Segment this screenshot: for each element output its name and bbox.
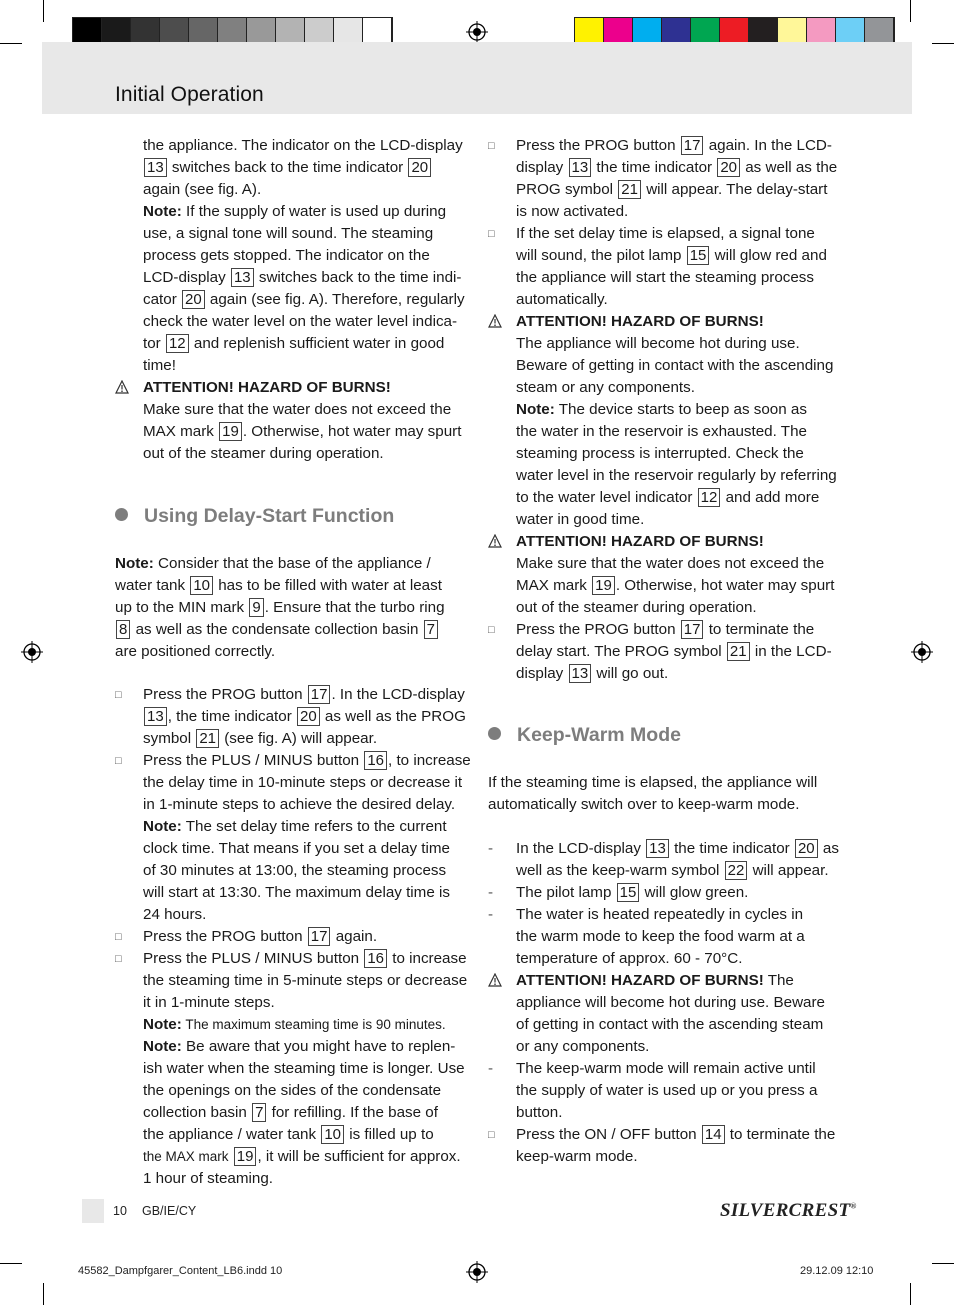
ref-13: 13: [144, 707, 167, 726]
text-line: out of the steamer during operation.: [143, 445, 384, 462]
text-line: time!: [143, 357, 176, 374]
text-line: well as the keep-warm symbol 22 will appear.: [516, 862, 829, 879]
registration-mark-icon: [466, 1261, 488, 1283]
text-line: 8 as well as the condensate collection basin 7: [115, 619, 439, 641]
ref-20: 20: [408, 158, 431, 177]
text-line: the delay time in 10-minute steps or decrease it: [143, 774, 463, 791]
print-date: 29.12.09 12:10: [800, 1265, 874, 1277]
crop-mark: [910, 0, 911, 22]
text-line: If the steaming time is elapsed, the appliance will: [488, 774, 818, 791]
section-heading-delay-start: Using Delay-Start Function: [115, 505, 394, 528]
ref-17: 17: [681, 136, 704, 155]
ref-13: 13: [569, 158, 592, 177]
warning-triangle-icon: [488, 314, 502, 328]
section-heading-keep-warm: Keep-Warm Mode: [488, 724, 681, 747]
text-line: The appliance will become hot during use.: [516, 335, 800, 352]
text-line: button.: [516, 1104, 563, 1121]
text-line: 1 hour of steaming.: [143, 1170, 274, 1187]
text-line: again (see fig. A).: [143, 181, 262, 198]
crop-mark: [43, 0, 44, 22]
crop-mark: [0, 1263, 22, 1264]
text-line: MAX mark 19 . Otherwise, hot water may spurt: [516, 577, 835, 594]
text-line: 24 hours.: [143, 906, 207, 923]
ref-21: 21: [618, 180, 641, 199]
text-line: the warm mode to keep the food warm at a: [516, 928, 805, 945]
page-title: Initial Operation: [115, 83, 264, 106]
ref-10: 10: [190, 576, 213, 595]
text-line: will sound, the pilot lamp 15 will glow red and: [516, 247, 827, 264]
crop-mark: [932, 43, 954, 44]
text-line: it in 1-minute steps.: [143, 994, 275, 1011]
text-line: 13 switches back to the time indicator 20: [143, 157, 432, 179]
ref-15: 15: [617, 883, 640, 902]
ref-20: 20: [182, 290, 205, 309]
bullet-dot-icon: [115, 508, 128, 521]
note-line: Note: Be aware that you might have to replen-: [143, 1038, 456, 1055]
ref-15: 15: [687, 246, 710, 265]
text-line: Beware of getting in contact with the ascending: [516, 357, 834, 374]
ref-22: 22: [725, 861, 748, 880]
bullet-dot-icon: [488, 727, 501, 740]
text-line: the openings on the sides of the condensate: [143, 1082, 442, 1099]
text-line: display 13 the time indicator 20 as well as the: [516, 159, 838, 176]
ref-8: 8: [116, 620, 130, 639]
note-line: Note: The device starts to beep as soon as: [516, 401, 807, 418]
text-line: the appliance. The indicator on the LCD-display: [143, 137, 463, 154]
text-line: water level in the reservoir regularly by referring: [516, 467, 837, 484]
text-line: use, a signal tone will sound. The steaming: [143, 225, 434, 242]
text-line: PROG symbol 21 will appear. The delay-start: [516, 181, 828, 198]
ref-17: 17: [308, 685, 331, 704]
ref-12: 12: [166, 334, 189, 353]
brand-logo: SILVERCREST®: [720, 1200, 857, 1221]
ref-12: 12: [698, 488, 721, 507]
text-line: appliance will become hot during use. Beware: [516, 994, 825, 1011]
crop-mark: [910, 1283, 911, 1305]
registration-mark-icon: [911, 641, 933, 663]
text-line: to the water level indicator 12 and add more: [516, 489, 820, 506]
page-number: 10: [113, 1204, 127, 1218]
ref-14: 14: [702, 1125, 725, 1144]
warning-triangle-icon: [488, 973, 502, 987]
text-line: cator 20 again (see fig. A). Therefore, regularly: [143, 291, 465, 308]
text-line: collection basin 7 for refilling. If the base of: [143, 1104, 438, 1121]
ref-19: 19: [234, 1147, 257, 1166]
text-line: of getting in contact with the ascending steam: [516, 1016, 824, 1033]
ref-13: 13: [231, 268, 254, 287]
page-header: [42, 42, 912, 114]
ref-20: 20: [795, 839, 818, 858]
warning-triangle-icon: [115, 380, 129, 394]
registration-mark-icon: [21, 641, 43, 663]
ref-19: 19: [219, 422, 242, 441]
text-line: display 13 will go out.: [516, 665, 669, 682]
crop-mark: [0, 43, 22, 44]
text-line: water tank 10 has to be filled with water at least: [115, 577, 442, 594]
file-info: 45582_Dampfgarer_Content_LB6.indd 10: [78, 1265, 283, 1277]
registration-mark-icon: [466, 21, 488, 43]
text-line: in 1-minute steps to achieve the desired delay.: [143, 796, 456, 813]
text-line: of 30 minutes at 13:00, the steaming process: [143, 862, 447, 879]
ref-19: 19: [592, 576, 615, 595]
ref-16: 16: [364, 751, 387, 770]
text-line: the supply of water is used up or you press a: [516, 1082, 818, 1099]
ref-17: 17: [308, 927, 331, 946]
text-line: automatically.: [516, 291, 608, 308]
ref-20: 20: [717, 158, 740, 177]
text-line: the appliance / water tank 10 is filled up to: [143, 1126, 434, 1143]
text-line: clock time. That means if you set a delay time: [143, 840, 450, 857]
ref-9: 9: [249, 598, 263, 617]
ref-20: 20: [297, 707, 320, 726]
text-line: steam or any components.: [516, 379, 695, 396]
text-line: 13 , the time indicator 20 as well as the PROG: [143, 706, 466, 728]
text-line: is now activated.: [516, 203, 629, 220]
text-line: up to the MIN mark 9 . Ensure that the turbo ring: [115, 599, 445, 616]
text-line: are positioned correctly.: [115, 643, 276, 660]
ref-17: 17: [681, 620, 704, 639]
ref-21: 21: [196, 729, 219, 748]
text-line: the steaming time in 5-minute steps or decrease: [143, 972, 468, 989]
region-code: GB/IE/CY: [142, 1204, 197, 1218]
text-line: Make sure that the water does not exceed the: [143, 401, 452, 418]
text-line: check the water level on the water level indica-: [143, 313, 458, 330]
ref-7: 7: [252, 1103, 266, 1122]
text-line: LCD-display 13 switches back to the time indi-: [143, 269, 462, 286]
text-line: the water in the reservoir is exhausted. The: [516, 423, 807, 440]
note-line: Note: The maximum steaming time is 90 minutes.: [143, 1016, 446, 1033]
crop-mark: [43, 1283, 44, 1305]
text-line: water in good time.: [516, 511, 645, 528]
ref-16: 16: [364, 949, 387, 968]
ref-13: 13: [144, 158, 167, 177]
text-line: will start at 13:30. The maximum delay time is: [143, 884, 450, 901]
ref-10: 10: [321, 1125, 344, 1144]
text-line: the MAX mark 19 , it will be sufficient for approx.: [143, 1148, 461, 1165]
text-line: the appliance will start the steaming process: [516, 269, 814, 286]
crop-mark: [932, 1263, 954, 1264]
note-line: Note: Consider that the base of the appliance /: [115, 555, 431, 572]
text-line: MAX mark 19 . Otherwise, hot water may spurt: [143, 423, 462, 440]
text-line: symbol 21 (see fig. A) will appear.: [143, 730, 378, 747]
text-line: delay start. The PROG symbol 21 in the LCD-: [516, 643, 832, 660]
note-line: Note: The set delay time refers to the current: [143, 818, 447, 835]
text-line: keep-warm mode.: [516, 1148, 638, 1165]
note-line: Note: If the supply of water is used up during: [143, 203, 447, 220]
text-line: temperature of approx. 60 - 70°C.: [516, 950, 743, 967]
warning-triangle-icon: [488, 534, 502, 548]
text-line: automatically switch over to keep-warm mode.: [488, 796, 800, 813]
page-number-box: [82, 1199, 104, 1223]
text-line: ish water when the steaming time is longer. Use: [143, 1060, 465, 1077]
text-line: out of the steamer during operation.: [516, 599, 757, 616]
text-line: process gets stopped. The indicator on the: [143, 247, 430, 264]
ref-13: 13: [569, 664, 592, 683]
text-line: Make sure that the water does not exceed the: [516, 555, 825, 572]
ref-13: 13: [646, 839, 669, 858]
text-line: tor 12 and replenish sufficient water in good: [143, 335, 445, 352]
text-line: or any components.: [516, 1038, 650, 1055]
text-line: steaming process is interrupted. Check the: [516, 445, 804, 462]
ref-21: 21: [727, 642, 750, 661]
ref-7: 7: [424, 620, 438, 639]
